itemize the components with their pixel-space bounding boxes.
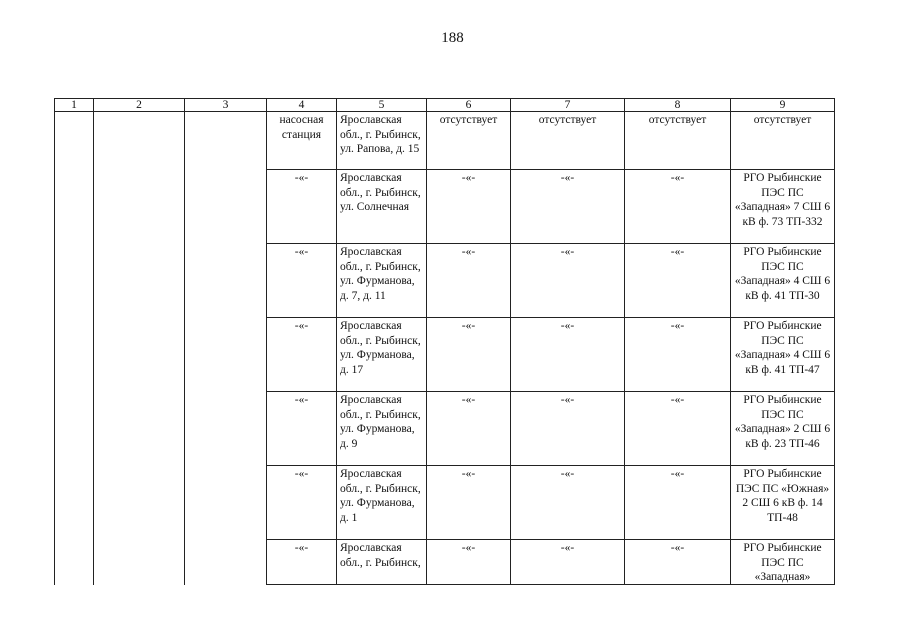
column-7-cell: -«- [511,244,625,318]
header-cell: 4 [267,99,337,112]
object-type-cell: -«- [267,392,337,466]
header-cell: 7 [511,99,625,112]
address-cell: Ярославская обл., г. Рыбинск, ул. Рапова, д. 15 [337,112,427,170]
column-7-cell: -«- [511,392,625,466]
object-type-cell: -«- [267,170,337,244]
address-text: Ярославская обл., г. Рыбинск, [340,542,421,569]
power-source-cell: РГО Рыбинские ПЭС ПС «Южная» 2 СШ 6 кВ ф. 14 ТП-48 [731,466,835,540]
column-7-cell: отсутствует [511,112,625,170]
column-8-cell: -«- [625,170,731,244]
address-cell: Ярославская обл., г. Рыбинск, ул. Фурманова, д. 17 [337,318,427,392]
column-8-cell: отсутствует [625,112,731,170]
table-row [55,112,835,170]
power-source-cell: РГО Рыбинские ПЭС ПС «Западная» 2 СШ 6 кВ ф. 23 ТП-46 [731,392,835,466]
column-6-cell: -«- [427,466,511,540]
column-7-cell: -«- [511,466,625,540]
power-source-cell: РГО Рыбинские ПЭС ПС «Западная» 4 СШ 6 кВ ф. 41 ТП-30 [731,244,835,318]
column-1-cell [55,112,94,585]
column-8-cell: -«- [625,318,731,392]
header-cell: 8 [625,99,731,112]
header-cell: 2 [94,99,185,112]
column-3-cell [185,112,267,585]
object-type-cell: насосная станция [267,112,337,170]
column-6-cell: -«- [427,318,511,392]
header-cell: 1 [55,99,94,112]
header-cell: 6 [427,99,511,112]
power-source-cell: отсутствует [731,112,835,170]
header-cell: 5 [337,99,427,112]
object-type-cell: -«- [267,540,337,585]
page-number: 188 [441,30,464,46]
column-7-cell: -«- [511,540,625,585]
column-8-cell: -«- [625,540,731,585]
power-source-cell [731,540,835,585]
power-source-cell: РГО Рыбинские ПЭС ПС «Западная» 4 СШ 6 кВ ф. 41 ТП-47 [731,318,835,392]
column-6-cell: -«- [427,540,511,585]
power-source-text: РГО Рыбинские ПЭС ПС «Западная» [743,542,822,584]
address-cell: Ярославская обл., г. Рыбинск, ул. Фурманова, д. 7, д. 11 [337,244,427,318]
address-cell: Ярославская обл., г. Рыбинск, ул. Фурманова, д. 9 [337,392,427,466]
column-6-cell: отсутствует [427,112,511,170]
object-type-cell: -«- [267,318,337,392]
object-type-cell: -«- [267,466,337,540]
address-cell: Ярославская обл., г. Рыбинск, ул. Солнечная [337,170,427,244]
column-8-cell: -«- [625,244,731,318]
header-cell: 9 [731,99,835,112]
header-cell: 3 [185,99,267,112]
column-6-cell: -«- [427,170,511,244]
column-8-cell: -«- [625,392,731,466]
power-source-cell: РГО Рыбинские ПЭС ПС «Западная» 7 СШ 6 кВ ф. 73 ТП-332 [731,170,835,244]
column-8-cell: -«- [625,466,731,540]
column-6-cell: -«- [427,392,511,466]
data-table [54,98,835,585]
address-cell: Ярославская обл., г. Рыбинск, ул. Фурманова, д. 1 [337,466,427,540]
column-7-cell: -«- [511,318,625,392]
column-7-cell: -«- [511,170,625,244]
column-6-cell: -«- [427,244,511,318]
object-type-cell: -«- [267,244,337,318]
header-row [55,99,835,112]
address-cell [337,540,427,585]
column-2-cell [94,112,185,585]
